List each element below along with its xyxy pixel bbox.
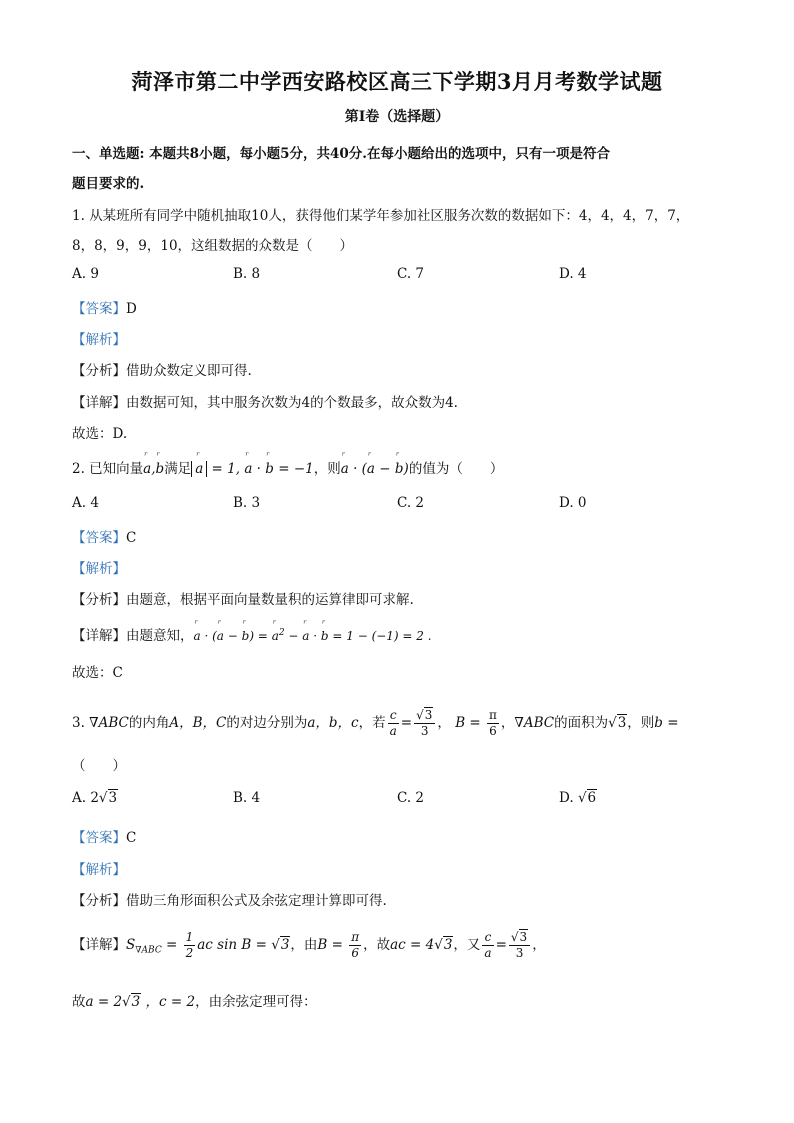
q3-prefix: 的内角	[128, 715, 170, 731]
q2-mid2: ，则	[313, 461, 341, 477]
q1-option-c: C. 7	[397, 266, 425, 282]
q3-option-b: B. 4	[233, 790, 261, 806]
q3-frac-sqrt3-over-3: $\frac{√3}{3}$	[414, 708, 435, 739]
q2-detail-prefix: 由题意知，	[126, 628, 194, 644]
q3-math-angles: A，B，C	[169, 715, 227, 731]
q2-conclusion: 故选：C	[72, 665, 123, 681]
q3-frac-c-over-a-2: $\frac{c}{a}$	[484, 930, 492, 960]
q2-option-b: B. 3	[233, 495, 261, 511]
q2-math-detail: ʳ a · (ʳ a − ʳ b) = ʳ $a^2$ − ʳ a · ʳ b = 1 − (−1) = 2 .	[194, 629, 432, 643]
page-title: 菏泽市第二中学西安路校区高三下学期3月月考数学试题	[131, 69, 663, 94]
q3-detail	[72, 930, 546, 961]
q3-math-b-pi6: B = $\frac{\pi}{6}$	[317, 930, 360, 960]
q3-option-a	[72, 790, 118, 806]
q1-detail-text: 由数据可知，其中服务次数为4的个数最多，故众数为4.	[126, 395, 458, 411]
q2-stem	[72, 457, 503, 477]
q3-stem-line2: （ ）	[72, 758, 126, 774]
detail-label: 【详解】	[72, 395, 126, 411]
q1-option-a: A. 9	[72, 266, 99, 282]
q2-fenxi-text: 由题意，根据平面向量数量积的运算律即可求解.	[126, 592, 414, 608]
fenxi-label: 【分析】	[72, 592, 126, 608]
q3-frac-c-over-a: $\frac{c}{a}$	[389, 708, 397, 738]
q3-option-c: C. 2	[397, 790, 425, 806]
q3-analysis-label: 【解析】	[72, 862, 126, 878]
q2-detail	[72, 624, 432, 644]
q3-stem-line1	[72, 708, 679, 739]
q2-option-d: D. 0	[559, 495, 587, 511]
q3-option-d-math: √6	[577, 790, 597, 806]
q3-answer-value: C	[126, 830, 137, 846]
q3-detail-mid1: ，由	[290, 937, 318, 953]
section-heading-line2: 题目要求的.	[72, 176, 145, 192]
section-heading-line1: 一、单选题: 本题共8小题，每小题5分，共40分.在每小题给出的选项中，只有一项是符合	[72, 146, 610, 162]
q3-triangle-symbol: 3. ∇ABC	[72, 715, 129, 731]
q3-math-comma: ，	[532, 937, 546, 953]
q2-option-c: C. 2	[397, 495, 425, 511]
q1-answer	[72, 297, 137, 317]
q3-mid4: ，则	[627, 715, 655, 731]
q3-last-prefix: 故	[72, 994, 86, 1010]
answer-label: 【答案】	[72, 301, 126, 317]
page-subtitle: 第I卷（选择题）	[344, 109, 450, 125]
q2-prefix: 2. 已知向量	[72, 461, 144, 477]
q1-fenxi	[72, 359, 252, 379]
q3-option-d	[559, 790, 597, 806]
q3-last-line	[72, 990, 317, 1010]
q3-math-area-formula: $S_{\nabla ABC}$ = $\frac{1}{2}$ ac sin B = √3	[126, 930, 290, 960]
q3-answer	[72, 826, 136, 846]
q2-suffix: 的值为（ ）	[408, 461, 504, 477]
q3-math-sides: a，b，c	[307, 715, 359, 731]
q3-math-area: √3	[608, 715, 627, 731]
q1-conclusion: 故选：D.	[72, 426, 128, 442]
detail-label: 【详解】	[72, 937, 126, 953]
q2-math-vectors: ʳ a,ʳ b	[143, 461, 164, 477]
answer-label: 【答案】	[72, 830, 126, 846]
q3-option-a-math: 2√3	[90, 790, 118, 806]
q2-option-a: A. 4	[72, 495, 99, 511]
answer-label: 【答案】	[72, 530, 126, 546]
q3-fenxi	[72, 889, 387, 909]
q3-math-b: ， B = $\frac{\pi}{6}$ ，∇ABC	[437, 708, 555, 738]
q3-math-ac: ac = 4√3	[390, 937, 453, 953]
q3-last-suffix: ，由余弦定理可得：	[195, 994, 317, 1010]
fenxi-label: 【分析】	[72, 893, 126, 909]
q3-math-eq2: =	[495, 937, 507, 953]
q3-option-d-label: D.	[559, 790, 574, 806]
q2-answer	[72, 526, 136, 546]
detail-label: 【详解】	[72, 628, 126, 644]
q1-answer-value: D	[126, 301, 137, 317]
q2-mid1: 满足	[164, 461, 192, 477]
q3-mid2: ，若	[358, 715, 386, 731]
q1-stem-line1: 1. 从某班所有同学中随机抽取10人，获得他们某学年参加社区服务次数的数据如下：4，4，4，7，7，	[72, 208, 690, 224]
q3-mid3: 的面积为	[554, 715, 609, 731]
q3-detail-mid2: ，故	[363, 937, 391, 953]
q1-fenxi-text: 借助众数定义即可得.	[126, 363, 252, 379]
q2-math-condition: ʳ a = 1, ʳ a · ʳ b = −1	[191, 461, 314, 477]
q3-fenxi-text: 借助三角形面积公式及余弦定理计算即可得.	[126, 893, 387, 909]
q3-math-b-eq: b =	[654, 715, 679, 731]
q3-option-a-label: A.	[72, 790, 87, 806]
q1-stem-line2: 8，8，9，9，10，这组数据的众数是（ ）	[72, 238, 354, 254]
q1-analysis-label: 【解析】	[72, 332, 126, 348]
q3-mid1: 的对边分别为	[226, 715, 308, 731]
q3-math-a-c: a = 2√3 ，c = 2	[85, 994, 196, 1010]
q2-math-expression: ʳ a · (ʳ a − ʳ b)	[341, 461, 409, 477]
q3-math-eq: =	[400, 715, 413, 731]
q2-answer-value: C	[126, 530, 137, 546]
q3-frac-sqrt3-over-3-2: $\frac{√3}{3}$	[509, 930, 530, 961]
q1-option-d: D. 4	[559, 266, 587, 282]
q1-option-b: B. 8	[233, 266, 261, 282]
fenxi-label: 【分析】	[72, 363, 126, 379]
q3-detail-mid3: ，又	[453, 937, 481, 953]
q2-fenxi	[72, 588, 414, 608]
q1-detail	[72, 391, 458, 411]
q2-analysis-label: 【解析】	[72, 561, 126, 577]
